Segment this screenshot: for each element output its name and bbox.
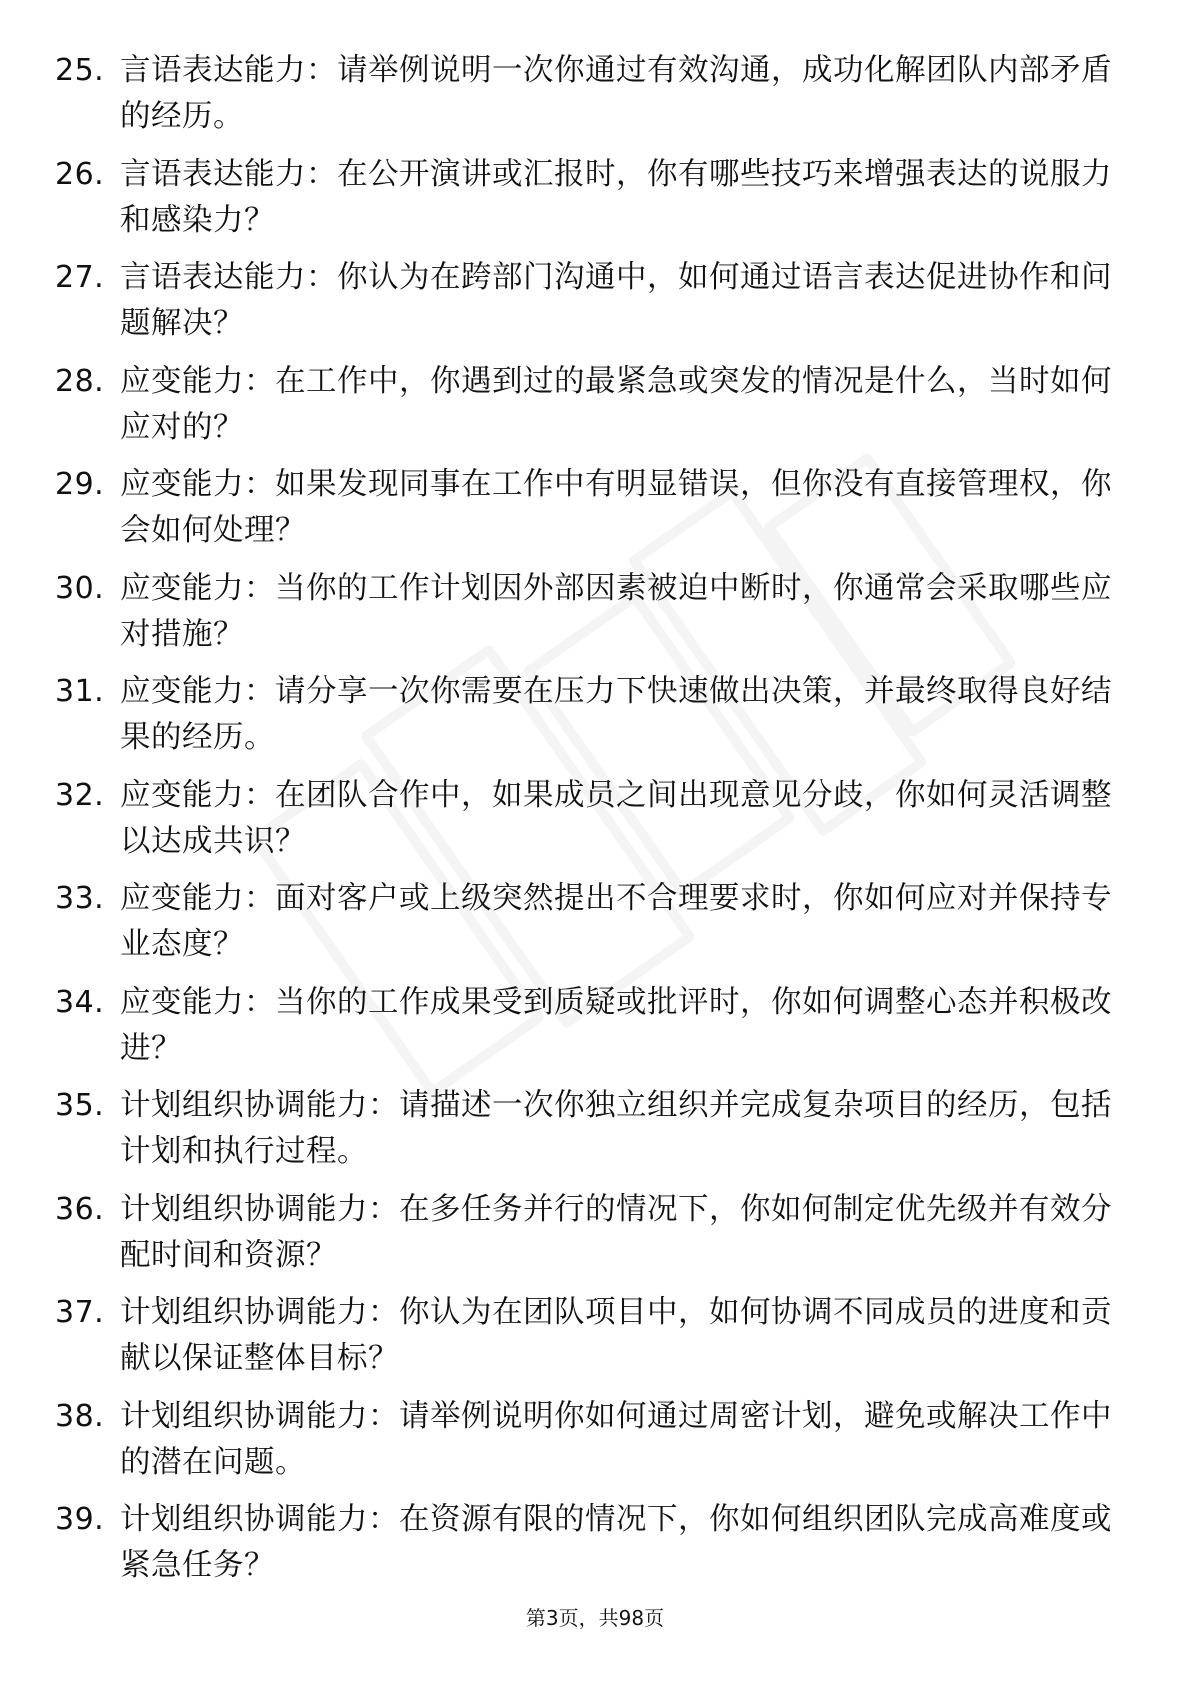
question-number: 31. [55,674,105,709]
question-item [55,1083,1140,1175]
question-text: 应变能力：当你的工作计划因外部因素被迫中断时，你通常会采取哪些应对措施？ [120,570,1112,652]
question-text: 言语表达能力：在公开演讲或汇报时，你有哪些技巧来增强表达的说服力和感染力？ [120,156,1112,238]
question-text: 应变能力：面对客户或上级突然提出不合理要求时，你如何应对并保持专业态度？ [120,881,1112,962]
question-item [55,48,1140,140]
question-number: 39. [55,1502,105,1537]
question-list [55,48,1140,1601]
question-text: 言语表达能力：你认为在跨部门沟通中，如何通过语言表达促进协作和问题解决？ [120,260,1112,341]
question-item [55,669,1140,761]
question-item [55,980,1140,1072]
question-item [55,152,1140,244]
question-number: 38. [55,1398,105,1434]
question-text: 应变能力：在工作中，你遇到过的最紧急或突发的情况是什么，当时如何应对的？ [120,363,1112,445]
question-number: 32. [55,777,105,813]
question-text: 计划组织协调能力：在多任务并行的情况下，你如何制定优先级并有效分配时间和资源？ [120,1191,1112,1273]
question-number: 30. [55,570,105,606]
question-number: 26. [55,156,105,192]
question-number: 36. [55,1191,105,1227]
question-text: 计划组织协调能力：你认为在团队项目中，如何协调不同成员的进度和贡献以保证整体目标？ [120,1295,1112,1376]
question-item [55,1290,1140,1382]
question-text: 计划组织协调能力：请举例说明你如何通过周密计划，避免或解决工作中的潜在问题。 [120,1398,1112,1480]
question-item [55,462,1140,554]
question-text: 应变能力：当你的工作成果受到质疑或批评时，你如何调整心态并积极改进？ [120,984,1112,1066]
question-item [55,255,1140,347]
question-text: 计划组织协调能力：请描述一次你独立组织并完成复杂项目的经历，包括计划和执行过程。 [120,1088,1112,1169]
question-number: 35. [55,1088,105,1123]
question-item [55,1394,1140,1486]
question-item [55,359,1140,451]
question-text: 计划组织协调能力：在资源有限的情况下，你如何组织团队完成高难度或紧急任务？ [120,1502,1112,1583]
page-number-label: 第3页，共98页 [525,1606,665,1630]
question-number: 29. [55,467,105,502]
question-item [55,876,1140,968]
question-item [55,1497,1140,1589]
question-number: 33. [55,881,105,916]
page-footer [0,1602,1190,1631]
question-item [55,566,1140,658]
question-text: 应变能力：如果发现同事在工作中有明显错误，但你没有直接管理权，你会如何处理？ [120,467,1112,548]
question-number: 27. [55,260,105,295]
question-number: 28. [55,363,105,399]
question-number: 25. [55,53,105,88]
question-text: 应变能力：请分享一次你需要在压力下快速做出决策，并最终取得良好结果的经历。 [120,674,1112,755]
question-number: 34. [55,984,105,1020]
question-number: 37. [55,1295,105,1330]
question-item [55,773,1140,865]
question-item [55,1187,1140,1279]
question-text: 言语表达能力：请举例说明一次你通过有效沟通，成功化解团队内部矛盾的经历。 [120,53,1112,134]
question-text: 应变能力：在团队合作中，如果成员之间出现意见分歧，你如何灵活调整以达成共识？ [120,777,1112,859]
